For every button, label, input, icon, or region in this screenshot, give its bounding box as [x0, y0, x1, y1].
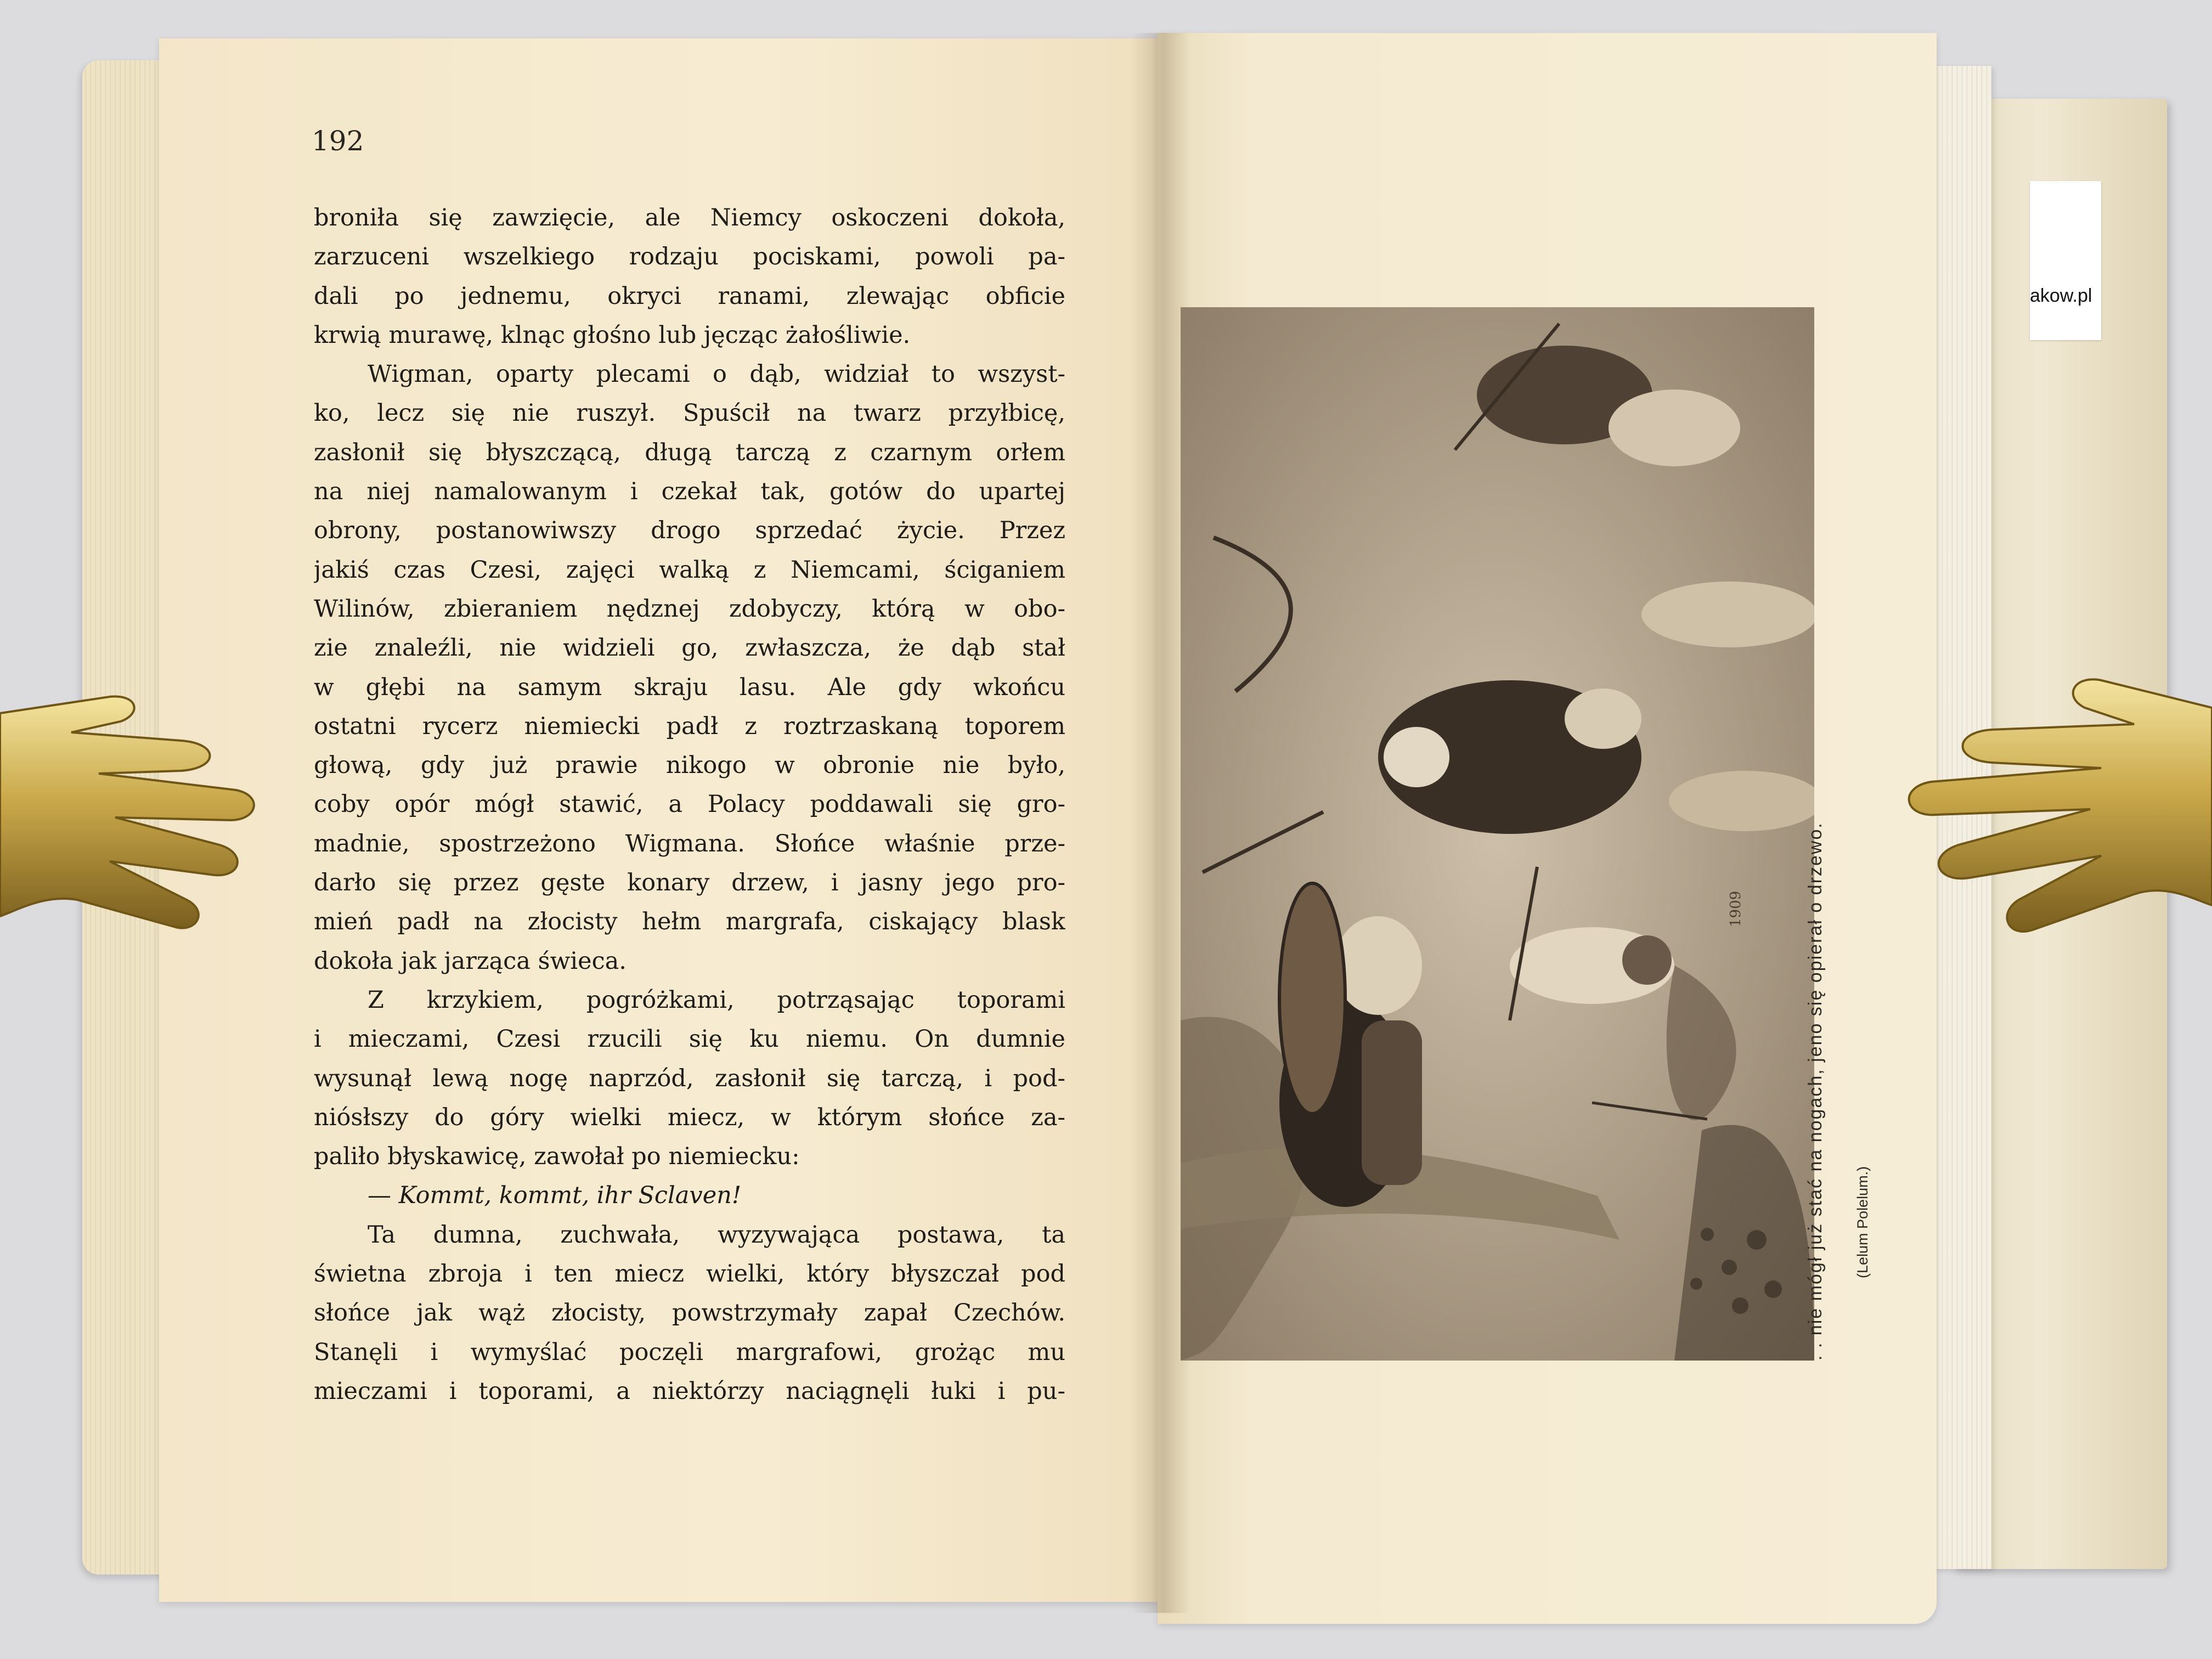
page-text	[314, 199, 1065, 1411]
text-line: — Kommt, kommt, ihr Sclaven!	[368, 1182, 742, 1210]
battle-scene-illustration	[1181, 307, 1814, 1361]
text-line: darło się przez gęste konary drzew, i jasny jego pro-	[314, 869, 1065, 897]
text-line: Z krzykiem, pogróżkami, potrząsając toporami	[368, 986, 1065, 1014]
text-line: zasłonił się błyszczącą, długą tarczą z czarnym orłem	[314, 438, 1065, 466]
text-line: Wigman, oparty plecami o dąb, widział to wszyst-	[368, 360, 1065, 388]
text-line: madnie, spostrzeżono Wigmana. Słońce właśnie prze-	[314, 830, 1065, 857]
text-line: dali po jednemu, okryci ranami, zlewając obficie	[314, 282, 1065, 310]
text-line: krwią murawę, klnąc głośno lub jęcząc żałośliwie.	[314, 321, 911, 349]
caption-source: (Lelum Polelum.)	[1854, 1166, 1871, 1278]
text-line: zie znaleźli, nie widzieli go, zwłaszcza, że dąb stał	[314, 634, 1065, 662]
text-line: coby opór mógł stawić, a Polacy poddawali się gro-	[314, 791, 1065, 819]
text-line: Stanęli i wymyślać poczęli margrafowi, grożąc mu	[314, 1338, 1065, 1366]
text-line: dokoła jak jarząca świeca.	[314, 947, 627, 975]
illustration-plate	[1181, 307, 1814, 1361]
text-line: ostatni rycerz niemiecki padł z roztrzaskaną toporem	[314, 712, 1065, 740]
text-line: niósłszy do góry wielki miecz, w którym słońce za-	[314, 1103, 1065, 1131]
text-line: Wilinów, zbieraniem nędznej zdobyczy, którą w obo-	[314, 595, 1065, 623]
text-line: zarzuceni wszelkiego rodzaju pociskami, powoli pa-	[314, 243, 1065, 271]
text-line: w głębi na samym skraju lasu. Ale gdy wkońcu	[314, 673, 1065, 701]
label-sticker	[2030, 181, 2101, 340]
text-line: wysunął lewą nogę naprzód, zasłonił się tarczą, i pod-	[314, 1064, 1065, 1092]
brass-hand-right-icon	[1893, 664, 2212, 998]
text-line: na niej namalowanym i czekał tak, gotów do upartej	[314, 478, 1065, 506]
text-line: Ta dumna, zuchwała, wyzywająca postawa, ta	[368, 1221, 1065, 1249]
text-line: mieczami i toporami, a niektórzy naciągnęli łuki i pu-	[314, 1377, 1065, 1405]
text-line: świetna zbroja i ten miecz wielki, który błyszczał pod	[314, 1260, 1065, 1288]
text-line: głową, gdy już prawie nikogo w obronie nie było,	[314, 752, 1065, 780]
illustration-signature: 1909	[1728, 890, 1744, 927]
text-line: słońce jak wąż złocisty, powstrzymały zapał Czechów.	[314, 1299, 1065, 1327]
sticker-text: akow.pl	[2030, 285, 2092, 306]
text-line: ko, lecz się nie ruszył. Spuścił na twarz przyłbicę,	[314, 399, 1065, 427]
text-line: mień padł na złocisty hełm margrafa, ciskający blask	[314, 908, 1065, 936]
text-line: obrony, postanowiwszy drogo sprzedać życie. Przez	[314, 517, 1065, 545]
brass-hand-left-icon	[0, 680, 258, 988]
page-number: 192	[312, 125, 364, 157]
text-line: broniła się zawzięcie, ale Niemcy oskoczeni dokoła,	[314, 204, 1065, 232]
text-line: i mieczami, Czesi rzucili się ku niemu. On dumnie	[314, 1025, 1065, 1053]
illustration-caption: . . nie mógł już stać na nogach, jeno się opierał o drzewo.	[1805, 822, 1826, 1361]
text-line: jakiś czas Czesi, zajęci walką z Niemcami, ściganiem	[314, 556, 1065, 584]
text-line: paliło błyskawicę, zawołał po niemiecku:	[314, 1143, 800, 1171]
